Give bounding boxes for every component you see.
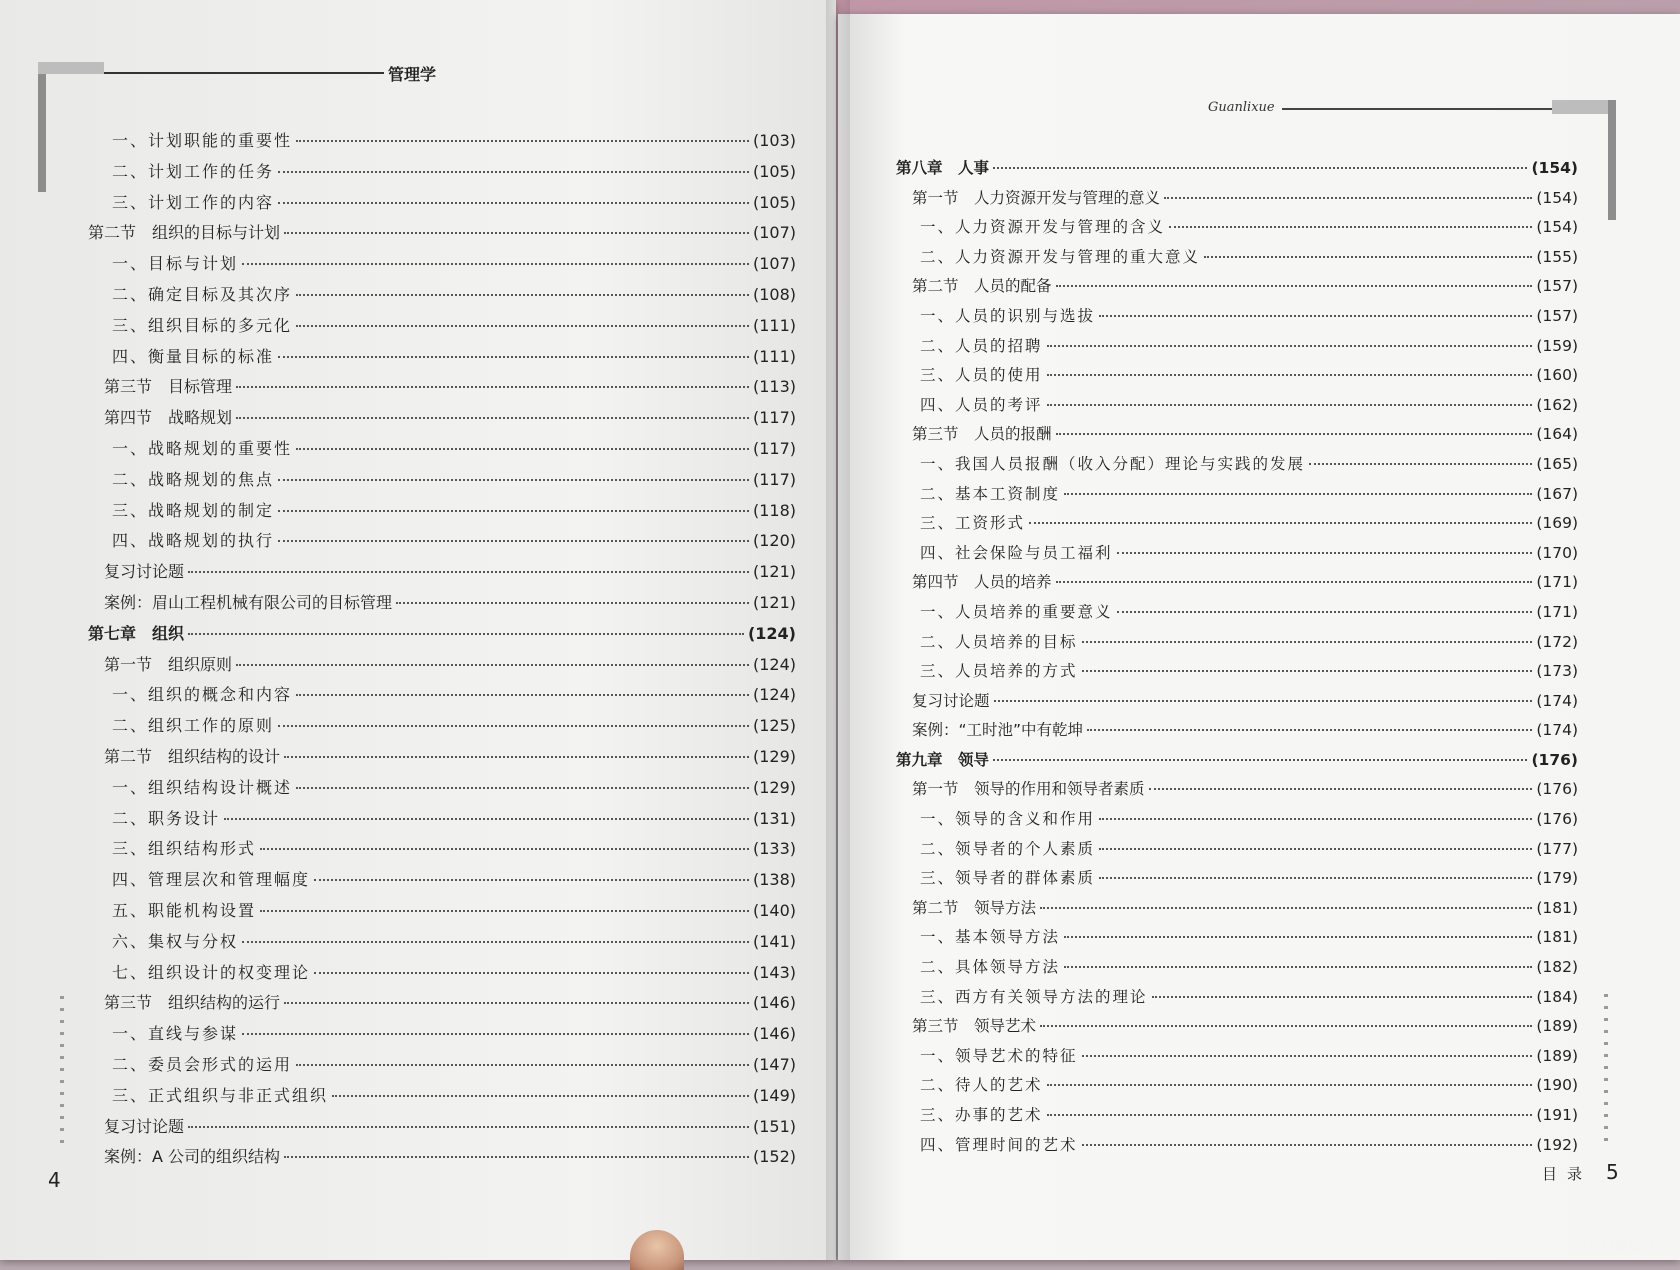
left-page [0, 0, 836, 1260]
toc-entry-page: (140) [752, 900, 796, 920]
toc-entry [88, 559, 796, 590]
toc-entry [88, 405, 796, 436]
toc-leader-dots [1082, 1144, 1533, 1146]
toc-entry-page: (189) [1536, 1017, 1578, 1036]
toc-entry [896, 659, 1578, 689]
toc-entry-page: (169) [1536, 514, 1578, 533]
toc-entry-page: (159) [1536, 336, 1578, 355]
toc-entry-page: (133) [752, 839, 796, 859]
toc-entry-title: 一、直线与参谋 [112, 1024, 239, 1044]
toc-leader-dots [1117, 552, 1533, 554]
toc-leader-dots [1082, 641, 1533, 643]
toc-entry-title: 第八章 人事 [896, 159, 990, 177]
toc-leader-dots [242, 263, 749, 265]
toc-entry [88, 1052, 796, 1083]
toc-leader-dots [296, 325, 749, 327]
toc-leader-dots [314, 972, 749, 974]
toc-entry-title: 第一节 人力资源开发与管理的意义 [912, 188, 1161, 207]
toc-entry-page: (111) [752, 315, 796, 335]
toc-entry [88, 374, 796, 405]
toc-leader-dots [1047, 404, 1533, 406]
toc-entry-title: 四、社会保险与员工福利 [920, 543, 1113, 562]
toc-entry-page: (120) [752, 531, 796, 551]
toc-right-list [896, 156, 1578, 1162]
toc-entry-page: (172) [1536, 632, 1578, 651]
toc-entry [896, 482, 1578, 512]
right-header-block [1552, 100, 1616, 114]
toc-entry-title: 一、人员培养的重要意义 [920, 602, 1113, 621]
toc-entry [896, 837, 1578, 867]
toc-entry-page: (105) [752, 192, 796, 212]
left-page-dot-decoration [60, 996, 64, 1146]
toc-leader-dots [260, 910, 749, 912]
toc-leader-dots [1047, 345, 1533, 347]
toc-entry-title: 四、战略规划的执行 [112, 531, 275, 551]
toc-entry-title: 四、管理时间的艺术 [920, 1135, 1078, 1154]
toc-leader-dots [1169, 226, 1532, 228]
toc-entry-title: 一、组织结构设计概述 [112, 777, 293, 797]
toc-leader-dots [1099, 877, 1532, 879]
toc-entry [88, 1083, 796, 1114]
toc-entry-title: 一、战略规划的重要性 [112, 438, 293, 458]
toc-entry-title: 第二节 组织的目标与计划 [88, 223, 281, 243]
toc-entry-title: 第九章 领导 [896, 750, 990, 769]
toc-leader-dots [1056, 285, 1533, 287]
toc-leader-dots [296, 294, 749, 296]
toc-entry [896, 1014, 1578, 1044]
toc-entry-page: (191) [1536, 1106, 1578, 1124]
toc-entry-title: 三、组织结构形式 [112, 839, 257, 859]
toc-entry-title: 案例：A 公司的组织结构 [104, 1147, 281, 1167]
toc-leader-dots [278, 725, 749, 727]
toc-entry-title: 第四节 人员的培养 [912, 573, 1052, 592]
toc-entry-title: 三、计划工作的内容 [112, 192, 275, 212]
toc-leader-dots [188, 571, 749, 573]
toc-entry [896, 925, 1578, 955]
toc-entry-title: 三、西方有关领导方法的理论 [920, 987, 1148, 1006]
toc-entry-page: (118) [752, 500, 796, 520]
toc-entry-title: 一、我国人员报酬（收入分配）理论与实践的发展 [920, 454, 1306, 473]
toc-entry [896, 807, 1578, 837]
toc-entry [88, 836, 796, 867]
toc-entry [88, 344, 796, 375]
toc-leader-dots [1047, 374, 1533, 376]
toc-entry [88, 1144, 796, 1175]
toc-entry [88, 467, 796, 498]
toc-entry [88, 313, 796, 344]
toc-entry [896, 304, 1578, 334]
toc-entry [896, 422, 1578, 452]
toc-entry-title: 第二节 领导方法 [912, 898, 1037, 917]
toc-leader-dots [1029, 522, 1532, 524]
toc-entry-title: 七、组织设计的权变理论 [112, 962, 311, 982]
toc-entry [896, 393, 1578, 423]
toc-entry-title: 三、人员培养的方式 [920, 662, 1078, 681]
toc-entry-title: 三、办事的艺术 [920, 1106, 1043, 1124]
toc-entry [896, 955, 1578, 985]
toc-entry-page: (131) [752, 808, 796, 828]
toc-entry-title: 三、组织目标的多元化 [112, 315, 293, 335]
toc-entry-title: 一、人力资源开发与管理的含义 [920, 218, 1166, 237]
toc-entry-page: (146) [752, 1024, 796, 1044]
toc-entry-title: 二、人员培养的目标 [920, 632, 1078, 651]
toc-leader-dots [1056, 581, 1533, 583]
toc-leader-dots [1099, 848, 1532, 850]
watermark-text: cruboy [1574, 1232, 1656, 1256]
toc-leader-dots [278, 171, 749, 173]
toc-entry-page: (103) [752, 131, 796, 150]
right-page-number: 5 [1606, 1160, 1619, 1184]
toc-leader-dots [1082, 1055, 1533, 1057]
toc-entry-title: 四、人员的考评 [920, 395, 1043, 414]
toc-entry-page: (107) [752, 254, 796, 274]
toc-entry [88, 990, 796, 1021]
toc-entry-page: (176) [1536, 780, 1578, 799]
toc-entry-page: (111) [752, 346, 796, 366]
toc-leader-dots [314, 879, 749, 881]
book-spine-shadow [826, 0, 850, 1260]
toc-leader-dots [224, 818, 749, 820]
toc-entry-title: 五、职能机构设置 [112, 900, 257, 920]
toc-entry-title: 三、人员的使用 [920, 366, 1043, 385]
toc-entry [896, 1133, 1578, 1163]
toc-leader-dots [284, 1002, 749, 1004]
toc-entry [88, 867, 796, 898]
toc-leader-dots [284, 232, 749, 234]
toc-entry-page: (165) [1536, 454, 1578, 473]
toc-entry [896, 511, 1578, 541]
toc-leader-dots [236, 386, 749, 388]
toc-entry-page: (171) [1536, 602, 1578, 621]
toc-entry-title: 第三节 人员的报酬 [912, 425, 1052, 444]
toc-entry [88, 806, 796, 837]
toc-leader-dots [994, 700, 1533, 702]
toc-leader-dots [296, 787, 749, 789]
left-page-number: 4 [48, 1168, 61, 1192]
toc-chapter-entry [88, 621, 796, 652]
toc-entry-title: 二、计划工作的任务 [112, 161, 275, 181]
toc-entry [896, 866, 1578, 896]
toc-entry [896, 896, 1578, 926]
toc-leader-dots [278, 479, 749, 481]
toc-entry-title: 二、确定目标及其次序 [112, 284, 293, 304]
right-page [838, 14, 1680, 1260]
toc-entry-title: 第三节 领导艺术 [912, 1017, 1037, 1036]
toc-entry-title: 二、委员会形式的运用 [112, 1054, 293, 1074]
toc-entry-page: (160) [1536, 366, 1578, 385]
toc-entry-title: 第四节 战略规划 [104, 408, 233, 428]
toc-leader-dots [332, 1095, 749, 1097]
right-header-bar [1608, 100, 1616, 220]
toc-entry-title: 一、基本领导方法 [920, 928, 1061, 947]
toc-entry [896, 630, 1578, 660]
toc-entry [896, 245, 1578, 275]
toc-entry-page: (125) [752, 716, 796, 736]
toc-entry-title: 第三节 目标管理 [104, 377, 233, 397]
toc-entry [88, 159, 796, 190]
toc-leader-dots [993, 167, 1527, 169]
toc-entry-page: (152) [752, 1147, 796, 1167]
toc-entry [896, 452, 1578, 482]
left-header-bar [38, 62, 46, 192]
right-page-dot-decoration [1604, 994, 1608, 1144]
toc-leader-dots [1099, 818, 1532, 820]
toc-entry-title: 复习讨论题 [104, 562, 185, 582]
toc-entry-page: (141) [752, 931, 796, 951]
toc-entry-title: 二、组织工作的原则 [112, 716, 275, 736]
toc-entry-page: (162) [1536, 395, 1578, 414]
toc-entry [88, 960, 796, 991]
toc-leader-dots [1309, 463, 1532, 465]
toc-entry-page: (113) [752, 377, 796, 397]
toc-entry-title: 二、人力资源开发与管理的重大意义 [920, 247, 1201, 266]
toc-entry [896, 777, 1578, 807]
right-page-footer [1542, 1160, 1619, 1184]
toc-leader-dots [396, 602, 749, 604]
toc-leader-dots [188, 1126, 749, 1128]
toc-entry-page: (143) [752, 962, 796, 982]
toc-entry [88, 775, 796, 806]
toc-leader-dots [278, 202, 749, 204]
toc-entry [88, 713, 796, 744]
toc-entry [88, 498, 796, 529]
toc-entry-title: 案例：“工时池”中有乾坤 [912, 721, 1084, 740]
toc-leader-dots [1152, 996, 1533, 998]
toc-leader-dots [1082, 670, 1533, 672]
toc-leader-dots [284, 1156, 749, 1158]
toc-entry-page: (108) [752, 284, 796, 304]
toc-entry-title: 一、组织的概念和内容 [112, 685, 293, 705]
toc-leader-dots [1117, 611, 1533, 613]
toc-leader-dots [1204, 256, 1532, 258]
left-header-rule [104, 72, 384, 74]
toc-entry [896, 1103, 1578, 1133]
toc-entry [896, 274, 1578, 304]
toc-leader-dots [260, 848, 749, 850]
left-header-block [38, 62, 104, 74]
toc-leader-dots [1040, 907, 1532, 909]
toc-entry-title: 一、目标与计划 [112, 254, 239, 274]
toc-entry-page: (129) [752, 746, 796, 766]
toc-entry [88, 744, 796, 775]
toc-entry-title: 四、衡量目标的标准 [112, 346, 275, 366]
toc-entry-page: (176) [1531, 750, 1578, 769]
toc-leader-dots [1047, 1084, 1533, 1086]
toc-entry-page: (105) [752, 161, 796, 181]
toc-entry-page: (174) [1536, 691, 1578, 710]
toc-leader-dots [284, 756, 749, 758]
toc-entry-page: (129) [752, 777, 796, 797]
toc-entry [896, 600, 1578, 630]
toc-leader-dots [1064, 936, 1532, 938]
toc-entry-title: 四、管理层次和管理幅度 [112, 870, 311, 890]
toc-chapter-entry [896, 156, 1578, 186]
toc-leader-dots [296, 448, 749, 450]
toc-entry-title: 一、人员的识别与选拔 [920, 306, 1096, 325]
toc-leader-dots [278, 540, 749, 542]
toc-entry [88, 682, 796, 713]
toc-entry-title: 一、领导艺术的特征 [920, 1046, 1078, 1065]
toc-entry [88, 929, 796, 960]
running-head-pinyin: Guanlixue [1208, 100, 1275, 115]
toc-entry-page: (157) [1536, 306, 1578, 325]
toc-entry-page: (147) [752, 1054, 796, 1074]
toc-entry [896, 363, 1578, 393]
toc-entry [88, 190, 796, 221]
toc-entry-page: (121) [752, 562, 796, 582]
toc-entry-title: 第一节 领导的作用和领导者素质 [912, 780, 1145, 799]
toc-entry [88, 251, 796, 282]
toc-entry [88, 282, 796, 313]
toc-entry [896, 570, 1578, 600]
toc-entry-title: 案例：眉山工程机械有限公司的目标管理 [104, 592, 393, 612]
toc-entry-title: 第一节 组织原则 [104, 654, 233, 674]
toc-entry-title: 复习讨论题 [104, 1116, 185, 1136]
toc-entry-page: (173) [1536, 662, 1578, 681]
toc-leader-dots [188, 633, 744, 635]
toc-entry-title: 二、领导者的个人素质 [920, 839, 1096, 858]
toc-entry [88, 220, 796, 251]
toc-entry-page: (181) [1536, 928, 1578, 947]
toc-leader-dots [1087, 729, 1532, 731]
toc-entry-title: 二、具体领导方法 [920, 958, 1061, 977]
toc-entry-title: 第二节 组织结构的设计 [104, 746, 281, 766]
toc-entry-page: (117) [752, 469, 796, 489]
toc-entry-page: (177) [1536, 839, 1578, 858]
toc-entry-title: 三、正式组织与非正式组织 [112, 1085, 329, 1105]
toc-chapter-entry [896, 748, 1578, 778]
toc-leader-dots [296, 1064, 749, 1066]
toc-entry-page: (170) [1536, 543, 1578, 562]
toc-entry-title: 二、基本工资制度 [920, 484, 1061, 503]
toc-entry-title: 三、工资形式 [920, 514, 1026, 533]
toc-entry-page: (174) [1536, 721, 1578, 740]
toc-left-list [88, 128, 796, 1175]
toc-entry [896, 541, 1578, 571]
toc-entry-page: (121) [752, 592, 796, 612]
footer-contents-label: 目录 [1542, 1165, 1593, 1183]
toc-entry [88, 436, 796, 467]
toc-entry-page: (190) [1536, 1076, 1578, 1095]
toc-leader-dots [1040, 1025, 1532, 1027]
toc-entry [88, 1114, 796, 1145]
toc-entry-title: 二、战略规划的焦点 [112, 469, 275, 489]
toc-entry [896, 186, 1578, 216]
toc-entry [88, 898, 796, 929]
toc-entry-title: 二、待人的艺术 [920, 1076, 1043, 1095]
toc-entry-page: (192) [1536, 1135, 1578, 1154]
toc-entry-page: (124) [752, 654, 796, 674]
toc-entry-page: (124) [752, 685, 796, 705]
toc-entry-page: (167) [1536, 484, 1578, 503]
toc-entry-page: (117) [752, 438, 796, 458]
toc-entry [896, 718, 1578, 748]
toc-entry-page: (181) [1536, 898, 1578, 917]
toc-entry-page: (151) [752, 1116, 796, 1136]
toc-leader-dots [242, 1033, 749, 1035]
toc-entry-title: 复习讨论题 [912, 691, 990, 710]
toc-leader-dots [236, 417, 749, 419]
toc-leader-dots [1149, 788, 1533, 790]
toc-entry [88, 590, 796, 621]
toc-entry [88, 528, 796, 559]
toc-entry-page: (184) [1536, 987, 1578, 1006]
toc-entry [88, 128, 796, 159]
toc-leader-dots [1064, 493, 1532, 495]
toc-entry-page: (182) [1536, 958, 1578, 977]
toc-leader-dots [1056, 433, 1533, 435]
toc-entry-page: (154) [1536, 188, 1578, 207]
toc-leader-dots [296, 694, 749, 696]
toc-leader-dots [993, 759, 1527, 761]
toc-entry-page: (138) [752, 870, 796, 890]
toc-leader-dots [1047, 1114, 1533, 1116]
toc-entry-title: 三、领导者的群体素质 [920, 869, 1096, 888]
toc-entry-title: 第七章 组织 [88, 623, 185, 643]
toc-entry-page: (149) [752, 1085, 796, 1105]
toc-entry-page: (176) [1536, 810, 1578, 829]
toc-leader-dots [1099, 315, 1532, 317]
toc-entry [896, 1073, 1578, 1103]
toc-entry [88, 652, 796, 683]
toc-entry-page: (146) [752, 993, 796, 1013]
toc-leader-dots [278, 356, 749, 358]
toc-entry-title: 六、集权与分权 [112, 931, 239, 951]
toc-entry-page: (171) [1536, 573, 1578, 592]
toc-entry-title: 三、战略规划的制定 [112, 500, 275, 520]
toc-entry [896, 1044, 1578, 1074]
toc-leader-dots [236, 664, 749, 666]
toc-leader-dots [1064, 966, 1532, 968]
toc-entry-title: 第三节 组织结构的运行 [104, 993, 281, 1013]
toc-entry-title: 二、职务设计 [112, 808, 221, 828]
toc-entry [896, 334, 1578, 364]
toc-entry-title: 二、人员的招聘 [920, 336, 1043, 355]
toc-entry-page: (189) [1536, 1046, 1578, 1065]
toc-leader-dots [278, 510, 749, 512]
toc-entry-page: (155) [1536, 247, 1578, 266]
toc-entry-title: 第二节 人员的配备 [912, 277, 1052, 296]
toc-entry-page: (157) [1536, 277, 1578, 296]
toc-entry-page: (154) [1536, 218, 1578, 237]
toc-entry-title: 一、领导的含义和作用 [920, 810, 1096, 829]
toc-entry [896, 689, 1578, 719]
toc-entry-title: 一、计划职能的重要性 [112, 131, 293, 150]
toc-entry [896, 985, 1578, 1015]
toc-entry-page: (154) [1531, 159, 1578, 177]
toc-leader-dots [1164, 197, 1532, 199]
toc-entry [88, 1021, 796, 1052]
toc-entry [896, 215, 1578, 245]
toc-leader-dots [242, 941, 749, 943]
toc-entry-page: (164) [1536, 425, 1578, 444]
toc-leader-dots [296, 140, 749, 142]
toc-entry-page: (117) [752, 408, 796, 428]
toc-entry-page: (107) [752, 223, 796, 243]
toc-entry-page: (124) [747, 623, 796, 643]
running-head-title: 管理学 [388, 65, 437, 84]
toc-entry-page: (179) [1536, 869, 1578, 888]
